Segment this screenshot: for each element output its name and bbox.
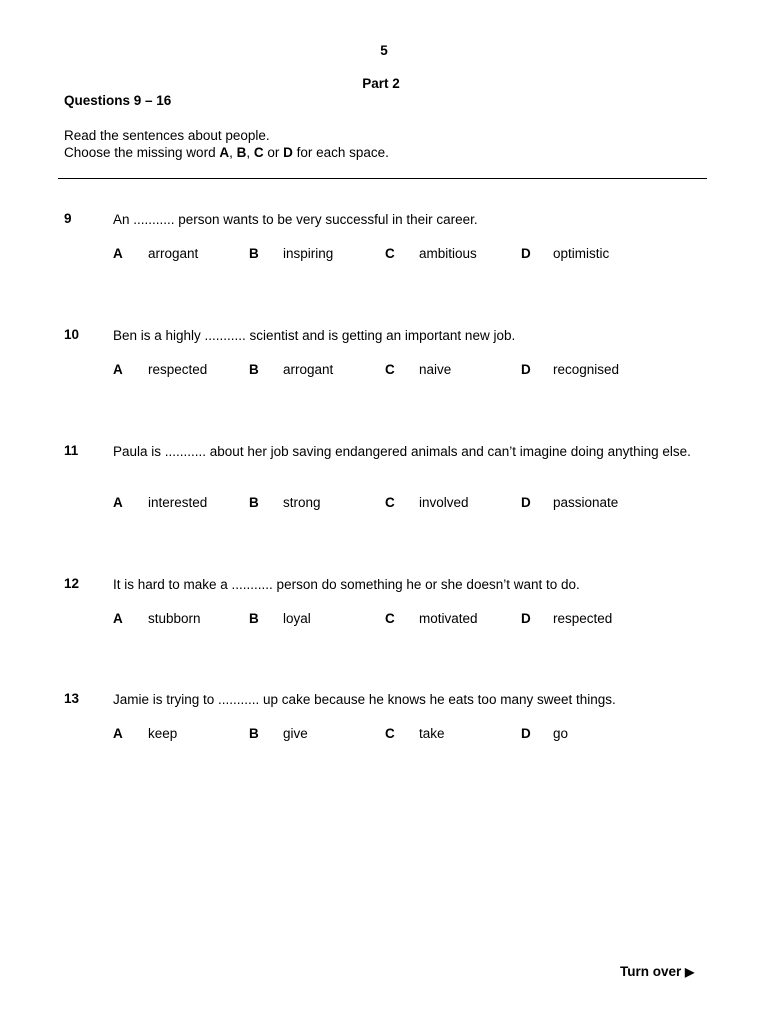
option-letter-d: D xyxy=(521,495,531,510)
question-number: 9 xyxy=(64,211,72,226)
instruction-line-2 xyxy=(64,144,389,161)
option-letter-b: B xyxy=(249,362,259,377)
option-letter-d: D xyxy=(521,246,531,261)
option-word-d[interactable]: go xyxy=(553,726,569,741)
option-word-d[interactable]: respected xyxy=(553,611,613,626)
option-letter-a: A xyxy=(113,246,123,261)
option-letter-d: D xyxy=(521,362,531,377)
turn-over-link[interactable] xyxy=(620,964,694,979)
instruction-sep-2: , xyxy=(246,145,254,160)
option-letter-a: A xyxy=(113,611,123,626)
question-text: Paula is ........... about her job saving endangered animals and can’t imagine doing anything else. xyxy=(113,444,691,459)
instructions xyxy=(64,127,389,161)
option-letter-c: C xyxy=(385,611,395,626)
instruction-text-post: for each space. xyxy=(292,145,389,160)
part-title: Part 2 xyxy=(362,76,400,91)
option-word-c[interactable]: motivated xyxy=(419,611,478,626)
question-text: Jamie is trying to ........... up cake because he knows he eats too many sweet things. xyxy=(113,692,616,707)
answer-options xyxy=(113,611,673,628)
option-word-c[interactable]: take xyxy=(419,726,445,741)
option-word-b[interactable]: give xyxy=(283,726,308,741)
option-letter-c: C xyxy=(385,362,395,377)
instruction-letter-a: A xyxy=(219,145,230,160)
answer-options xyxy=(113,362,673,379)
option-word-a[interactable]: stubborn xyxy=(148,611,201,626)
answer-options xyxy=(113,246,673,263)
option-letter-b: B xyxy=(249,611,259,626)
option-word-b[interactable]: loyal xyxy=(283,611,311,626)
option-word-b[interactable]: inspiring xyxy=(283,246,334,261)
option-letter-c: C xyxy=(385,495,395,510)
option-letter-c: C xyxy=(385,246,395,261)
question-text: It is hard to make a ........... person do something he or she doesn’t want to do. xyxy=(113,577,580,592)
question-text: Ben is a highly ........... scientist and is getting an important new job. xyxy=(113,328,516,343)
question-number: 12 xyxy=(64,576,80,591)
answer-options xyxy=(113,495,673,512)
option-word-a[interactable]: interested xyxy=(148,495,208,510)
questions-range: Questions 9 – 16 xyxy=(64,93,172,108)
option-word-a[interactable]: arrogant xyxy=(148,246,199,261)
option-letter-c: C xyxy=(385,726,395,741)
option-word-b[interactable]: arrogant xyxy=(283,362,334,377)
option-word-c[interactable]: naive xyxy=(419,362,452,377)
option-word-a[interactable]: respected xyxy=(148,362,208,377)
option-letter-b: B xyxy=(249,726,259,741)
option-letter-d: D xyxy=(521,726,531,741)
instruction-sep-3: or xyxy=(263,145,284,160)
question-number: 13 xyxy=(64,691,80,706)
option-word-c[interactable]: involved xyxy=(419,495,469,510)
play-arrow-icon: ▶ xyxy=(685,965,695,979)
instruction-sep-1: , xyxy=(229,145,237,160)
option-word-c[interactable]: ambitious xyxy=(419,246,477,261)
option-letter-a: A xyxy=(113,495,123,510)
option-word-a[interactable]: keep xyxy=(148,726,178,741)
question-number: 10 xyxy=(64,327,80,342)
option-word-d[interactable]: optimistic xyxy=(553,246,610,261)
page-number: 5 xyxy=(380,43,388,58)
question-text: An ........... person wants to be very successful in their career. xyxy=(113,212,478,227)
question-number: 11 xyxy=(64,443,79,458)
divider xyxy=(58,178,707,179)
option-letter-b: B xyxy=(249,246,259,261)
turn-over-label: Turn over xyxy=(620,964,682,979)
option-word-b[interactable]: strong xyxy=(283,495,321,510)
option-letter-a: A xyxy=(113,362,123,377)
option-word-d[interactable]: recognised xyxy=(553,362,620,377)
instruction-letter-d: D xyxy=(283,145,293,160)
instruction-letter-c: C xyxy=(253,145,264,160)
answer-options xyxy=(113,726,673,743)
option-letter-a: A xyxy=(113,726,123,741)
option-letter-d: D xyxy=(521,611,531,626)
option-word-d[interactable]: passionate xyxy=(553,495,619,510)
instruction-line-1: Read the sentences about people. xyxy=(64,128,270,143)
instruction-text-pre: Choose the missing word xyxy=(64,145,220,160)
option-letter-b: B xyxy=(249,495,259,510)
instruction-letter-b: B xyxy=(236,145,247,160)
